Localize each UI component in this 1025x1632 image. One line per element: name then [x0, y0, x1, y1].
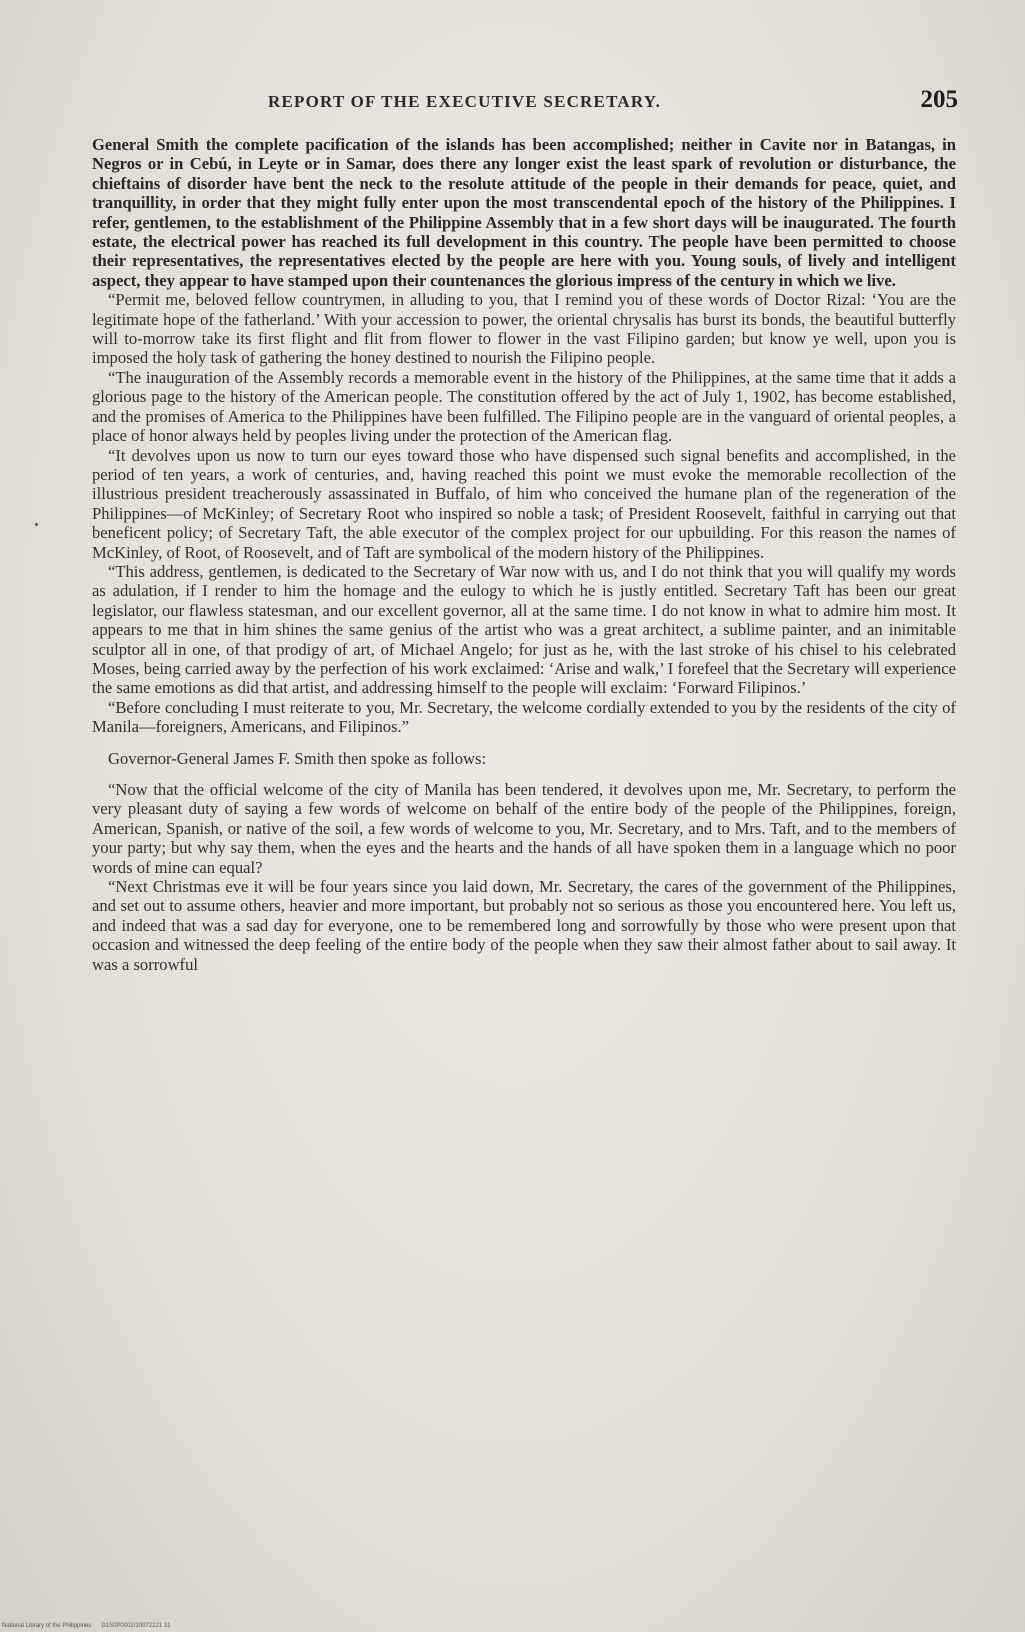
footer-code: D1S0P0002/10072221 31 [101, 1623, 171, 1629]
footer-library: National Library of the Philippines [2, 1623, 92, 1629]
scan-speck [35, 523, 38, 526]
paragraph-smith-welcome: “Now that the official welcome of the city of Manila has been tendered, it devolves upon me, Mr. Secretary, to perform the very pleasant duty of saying a few words of welcome on behalf of the entire body of the people of the Philippines, foreign, American, Spanish, or native of the soil, a few words of welcome to you, Mr. Secretary, and to Mrs. Taft, and to the members of your party; but why say them, when the eyes and the hearts and the hands of all have spoken them in a language which no poor words of mine can equal? [92, 780, 956, 877]
paragraph-rizal-quote: “Permit me, beloved fellow countrymen, in alluding to you, that I remind you of these words of Doctor Rizal: ‘You are the legitimate hope of the fatherland.’ With your accession to power, the oriental chrysalis has burst its bonds, the beautiful butterfly will to-morrow take its first flight and flit from flower to flower in the vast Filipino garden; but know ye well, upon you is imposed the holy task of gathering the honey destined to nourish the Filipino people. [92, 290, 956, 368]
paragraph-dedication: “This address, gentlemen, is dedicated to the Secretary of War now with us, and I do not think that you will qualify my words as adulation, if I render to him the homage and the eulogy to which he is justly entitled. Secretary Taft has been our great legislator, our flawless statesman, and our excellent governor, all at the same time. I do not know in what to admire him most. It appears to me that in him shines the same genius of the artist who was a great architect, a sublime painter, and an inimitable sculptor all in one, of that prodigy of art, of Michael Angelo; for just as he, with the last stroke of his chisel to his celebrated Moses, being carried away by the perfection of his work exclaimed: ‘Arise and walk,’ I forefeel that the Secretary will experience the same emotions as did that artist, and addressing himself to the people will exclaim: ‘Forward Filipinos.’ [92, 561, 956, 698]
page-header [88, 86, 958, 122]
paragraph-christmas-eve: “Next Christmas eve it will be four years since you laid down, Mr. Secretary, the cares of the government of the Philippines, and set out to assume others, heavier and more important, but probably not so serious as those you encountered here. You left us, and indeed that was a sad day for everyone, one to be remembered long and sorrowfully by those who were present upon that occasion and witnessed the deep feeling of the entire body of the people when they saw their almost father about to sail away. It was a sorrowful [92, 877, 956, 974]
scan-footer [0, 1620, 302, 1632]
paragraph-assembly: “The inauguration of the Assembly records a memorable event in the history of the Philippines, at the same time that it adds a glorious page to the history of the American people. The constitution offered by the act of July 1, 1902, has become established, and the promises of America to the Philippines have been fulfilled. The Filipino people are in the vanguard of oriental peoples, a place of honor always held by peoples living under the protection of the American flag. [92, 367, 956, 446]
paragraph-continuation: General Smith the complete pacification of the islands has been accomplished; neither in Cavite nor in Batangas, in Negros or in Cebú, in Leyte or in Samar, does there any longer exist the least spark of revolution or disturbance, the chieftains of disorder have bent the neck to the resolute attitude of the people in their demands for peace, quiet, and tranquillity, in order that they might fully enter upon the most transcendental epoch of the history of the Philippines. I refer, gentlemen, to the establishment of the Philippine Assembly that in a few short days will be inaugurated. The fourth estate, the electrical power has reached its full development in this country. The people have been permitted to choose their representatives, the representatives elected by the people are here with you. Young souls, of lively and intelligent aspect, they appear to have stamped upon their countenances the glorious impress of the century in which we live. [92, 135, 956, 290]
paragraph-speaker-intro: Governor-General James F. Smith then spoke as follows: [108, 748, 487, 768]
page-number: 205 [920, 86, 958, 113]
paragraph-closing-welcome: “Before concluding I must reiterate to you, Mr. Secretary, the welcome cordially extended to you by the residents of the city of Manila—foreigners, Americans, and Filipinos.” [92, 697, 956, 737]
running-head: REPORT OF THE EXECUTIVE SECRETARY. [268, 92, 662, 111]
body-text [92, 135, 956, 974]
paragraph-mckinley: “It devolves upon us now to turn our eyes toward those who have dispensed such signal benefits and accomplished, in the period of ten years, a work of centuries, and, having reached this point we must evoke the memorable recollection of the illustrious president treacherously assassinated in Buffalo, of him who conceived the humane plan of the regeneration of the Philippines—of McKinley; of Secretary Root who inspired so noble a task; of President Roosevelt, faithful in carrying out that beneficent policy; of Secretary Taft, the able executor of the complex project for our upbuilding. For this reason the names of McKinley, of Root, of Roosevelt, and of Taft are symbolical of the modern history of the Philippines. [92, 445, 956, 562]
